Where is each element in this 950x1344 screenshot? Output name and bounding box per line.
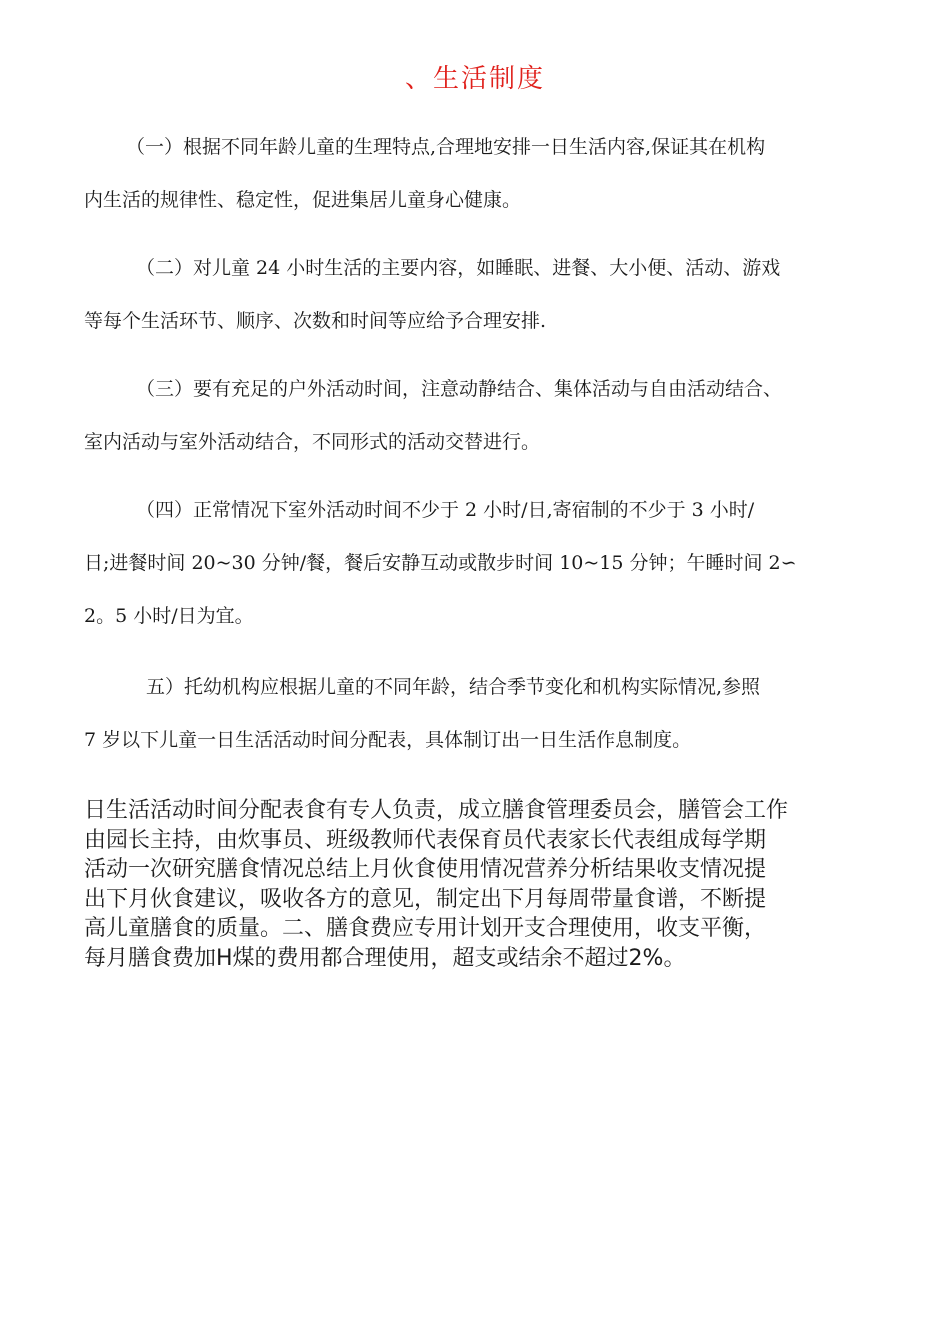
section-4-line-1: （四）正常情况下室外活动时间不少于 2 小时/日,寄宿制的不少于 3 小时/ [136,499,755,521]
body-line-2: 由园长主持，由炊事员、班级教师代表保育员代表家长代表组成每学期 [84,827,767,853]
section-2-line-2: 等每个生活环节、顺序、次数和时间等应给予合理安排. [84,310,547,332]
section-3-line-2: 室内活动与室外活动结合，不同形式的活动交替进行。 [84,431,541,453]
section-5-line-2: 7 岁以下儿童一日生活活动时间分配表，具体制订出一日生活作息制度。 [84,729,692,751]
section-2 [84,242,884,348]
section-2-line-1: （二）对儿童 24 小时生活的主要内容，如睡眠、进餐、大小便、活动、游戏 [136,257,781,279]
body-line-4: 出下月伙食建议，吸收各方的意见，制定出下月每周带量食谱，不断提 [84,886,767,912]
section-4-line-3: 2。5 小时/日为宜。 [84,605,254,627]
section-3-line-1: （三）要有充足的户外活动时间，注意动静结合、集体活动与自由活动结合、 [136,378,783,400]
section-5-line-1: 五）托幼机构应根据儿童的不同年龄，结合季节变化和机构实际情况,参照 [146,676,761,698]
section-1 [84,121,884,227]
section-3 [84,363,884,469]
section-5 [84,661,884,767]
body-line-5: 高儿童膳食的质量。二、膳食费应专用计划开支合理使用，收支平衡， [84,916,767,941]
section-4-line-2: 日;进餐时间 20~30 分钟/餐，餐后安静互动或散步时间 10~15 分钟；午睡时间 2∽ [84,552,797,574]
body-line-6: 每月膳食费加H煤的费用都合理使用，超支或结余不超过2%。 [84,945,686,971]
section-1-line-1: （一）根据不同年龄儿童的生理特点,合理地安排一日生活内容,保证其在机构 [126,136,766,158]
body-line-3: 活动一次研究膳食情况总结上月伙食使用情况营养分析结果收支情况提 [84,857,767,882]
body-paragraph [84,796,884,973]
section-1-line-2: 内生活的规律性、稳定性，促进集居儿童身心健康。 [84,189,522,211]
page-title: 、生活制度 [404,64,545,94]
body-line-1: 日生活活动时间分配表食有专人负责，成立膳食管理委员会，膳管会工作 [84,798,789,823]
section-4 [84,484,884,643]
